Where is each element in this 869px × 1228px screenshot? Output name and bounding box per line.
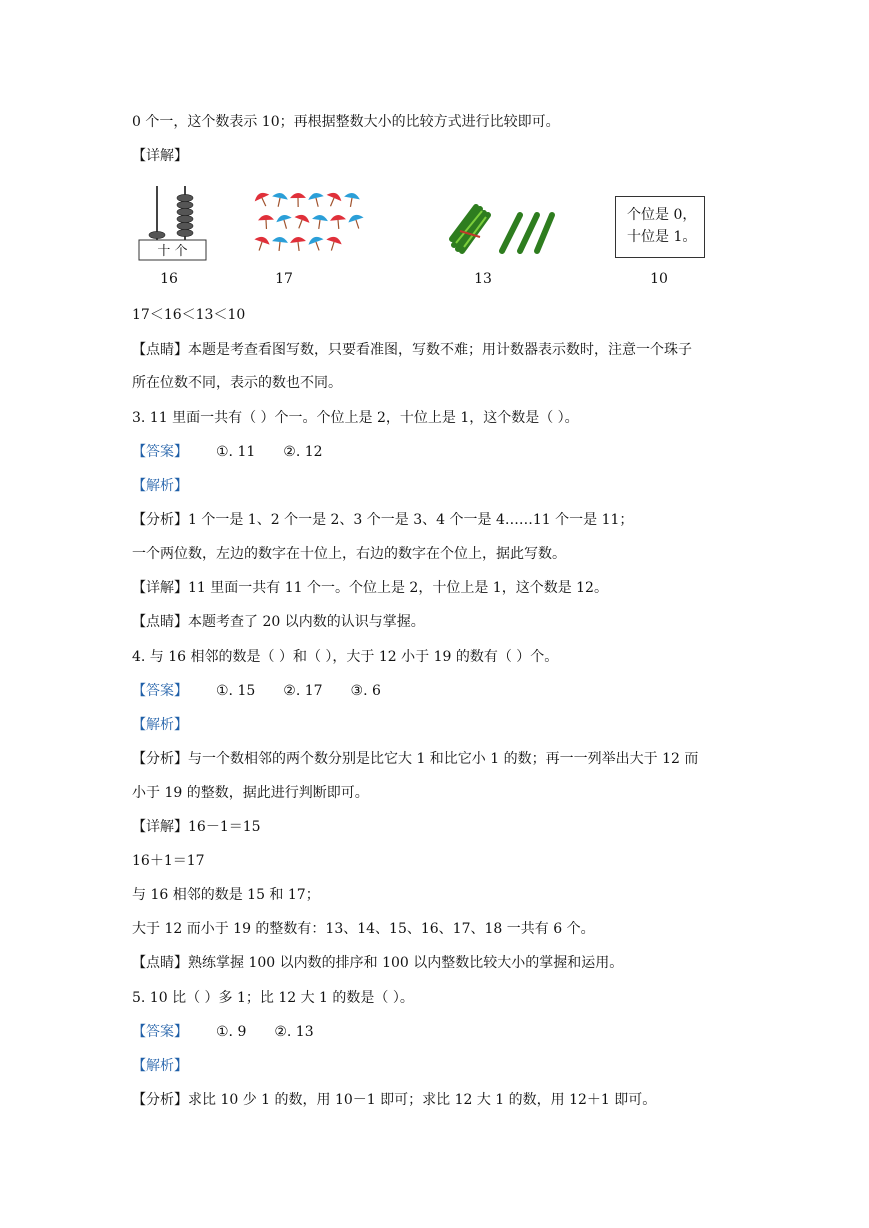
umbrella-icon [271,236,288,252]
analysis-tag: 【解析】 [132,1058,188,1074]
text-span: 本题考查了 20 以内数的认识与掌握。 [188,614,425,630]
section-tag: 【详解】 [132,580,188,596]
text-line [132,510,633,530]
question-5: 5. 10 比（ ）多 1；比 12 大 1 的数是（ ）。 [132,990,414,1006]
umbrella-icon [275,213,294,231]
caption: 17 [275,271,293,287]
text-span: 11 里面一共有 11 个一。个位上是 2，十位上是 1，这个数是 12。 [188,580,608,596]
text-span: 本题是考查看图写数，只要看准图，写数不难；用计数器表示数时，注意一个珠子 [188,342,692,358]
text-line: 16＋1＝17 [132,853,205,869]
text-line: 小于 19 的整数，据此进行判断即可。 [132,785,369,801]
umbrella-icon [270,191,289,208]
text-line [132,340,692,360]
umbrella-icon [253,190,273,209]
section-tag: 【点睛】 [132,614,188,630]
umbrella-icon [311,214,329,230]
section-tag: 【点睛】 [132,955,188,971]
text-line [132,749,698,769]
answer-tag: 【答案】 [132,683,188,699]
text-line: 与 16 相邻的数是 15 和 17； [132,887,320,903]
section-tag: 【分析】 [132,751,188,767]
place-value-line: 十位是 1。 [627,229,697,245]
text-line: 所在位数不同，表示的数也不同。 [132,375,342,391]
sticks-figure [444,203,556,257]
section-tag: 【分析】 [132,1092,188,1108]
section-tag: 【详解】 [132,819,188,835]
caption: 13 [474,271,492,287]
answer-line [132,442,323,462]
umbrella-icon [347,213,366,231]
answer-tag: 【答案】 [132,1024,188,1040]
answer-item: ①. 11 [216,444,256,460]
umbrella-icon [290,193,306,207]
question-3: 3. 11 里面一共有（ ）个一。个位上是 2，十位上是 1，这个数是（ ）。 [132,410,579,426]
answer-item: ①. 9 [216,1024,247,1040]
text-span: 熟练掌握 100 以内数的排序和 100 以内整数比较大小的掌握和运用。 [188,955,624,971]
analysis-tag: 【解析】 [132,717,188,733]
umbrella-icon [343,192,361,209]
text-line [132,578,608,598]
analysis-tag: 【解析】 [132,478,188,494]
answer-item: ③. 6 [350,683,381,699]
text-line: 大于 12 而小于 19 的整数有：13、14、15、16、17、18 一共有 6 个。 [132,921,595,937]
text-line [132,817,261,837]
text-span: 1 个一是 1、2 个一是 2、3 个一是 3、4 个一是 4……11 个一是 11； [188,512,634,528]
section-tag: 【详解】 [132,148,188,164]
umbrella-icon [289,236,307,252]
umbrella-icon [323,190,343,209]
umbrella-icon [252,235,271,253]
question-4: 4. 与 16 相邻的数是（ ）和（ ），大于 12 小于 19 的数有（ ）个。 [132,649,559,665]
umbrella-icon [330,214,347,229]
section-tag: 【点睛】 [132,342,188,358]
text-line: 17＜16＜13＜10 [132,307,246,323]
text-line [132,1090,656,1110]
umbrella-icon [291,212,311,231]
text-span: 与一个数相邻的两个数分别是比它大 1 和比它小 1 的数；再一一列举出大于 12 而 [188,751,699,767]
abacus-figure [137,182,209,262]
section-tag: 【分析】 [132,512,188,528]
text-line [132,953,623,973]
answer-line [132,1022,314,1042]
text-line: 0 个一，这个数表示 10；再根据整数大小的比较方式进行比较即可。 [132,114,560,130]
umbrella-icon [258,215,275,230]
abacus-label: 十 个 [157,244,188,259]
answer-item: ②. 13 [274,1024,314,1040]
umbrella-icon [324,235,343,253]
umbrella-icon [307,191,326,208]
text-line: 一个两位数，左边的数字在十位上，右边的数字在个位上，据此写数。 [132,546,566,562]
umbrellas-figure [252,184,366,258]
answer-line [132,681,381,701]
text-span: 求比 10 少 1 的数，用 10－1 即可；求比 12 大 1 的数，用 12＋1 即可。 [188,1092,657,1108]
answer-item: ②. 17 [283,683,323,699]
answer-item: ①. 15 [216,683,256,699]
umbrella-icon [307,235,327,254]
place-value-line: 个位是 0， [627,207,697,223]
answer-item: ②. 12 [283,444,323,460]
caption: 10 [650,271,668,287]
answer-tag: 【答案】 [132,444,188,460]
text-span: 16－1＝15 [188,819,261,835]
caption: 16 [160,271,178,287]
place-value-box [615,196,705,258]
text-line [132,612,425,632]
